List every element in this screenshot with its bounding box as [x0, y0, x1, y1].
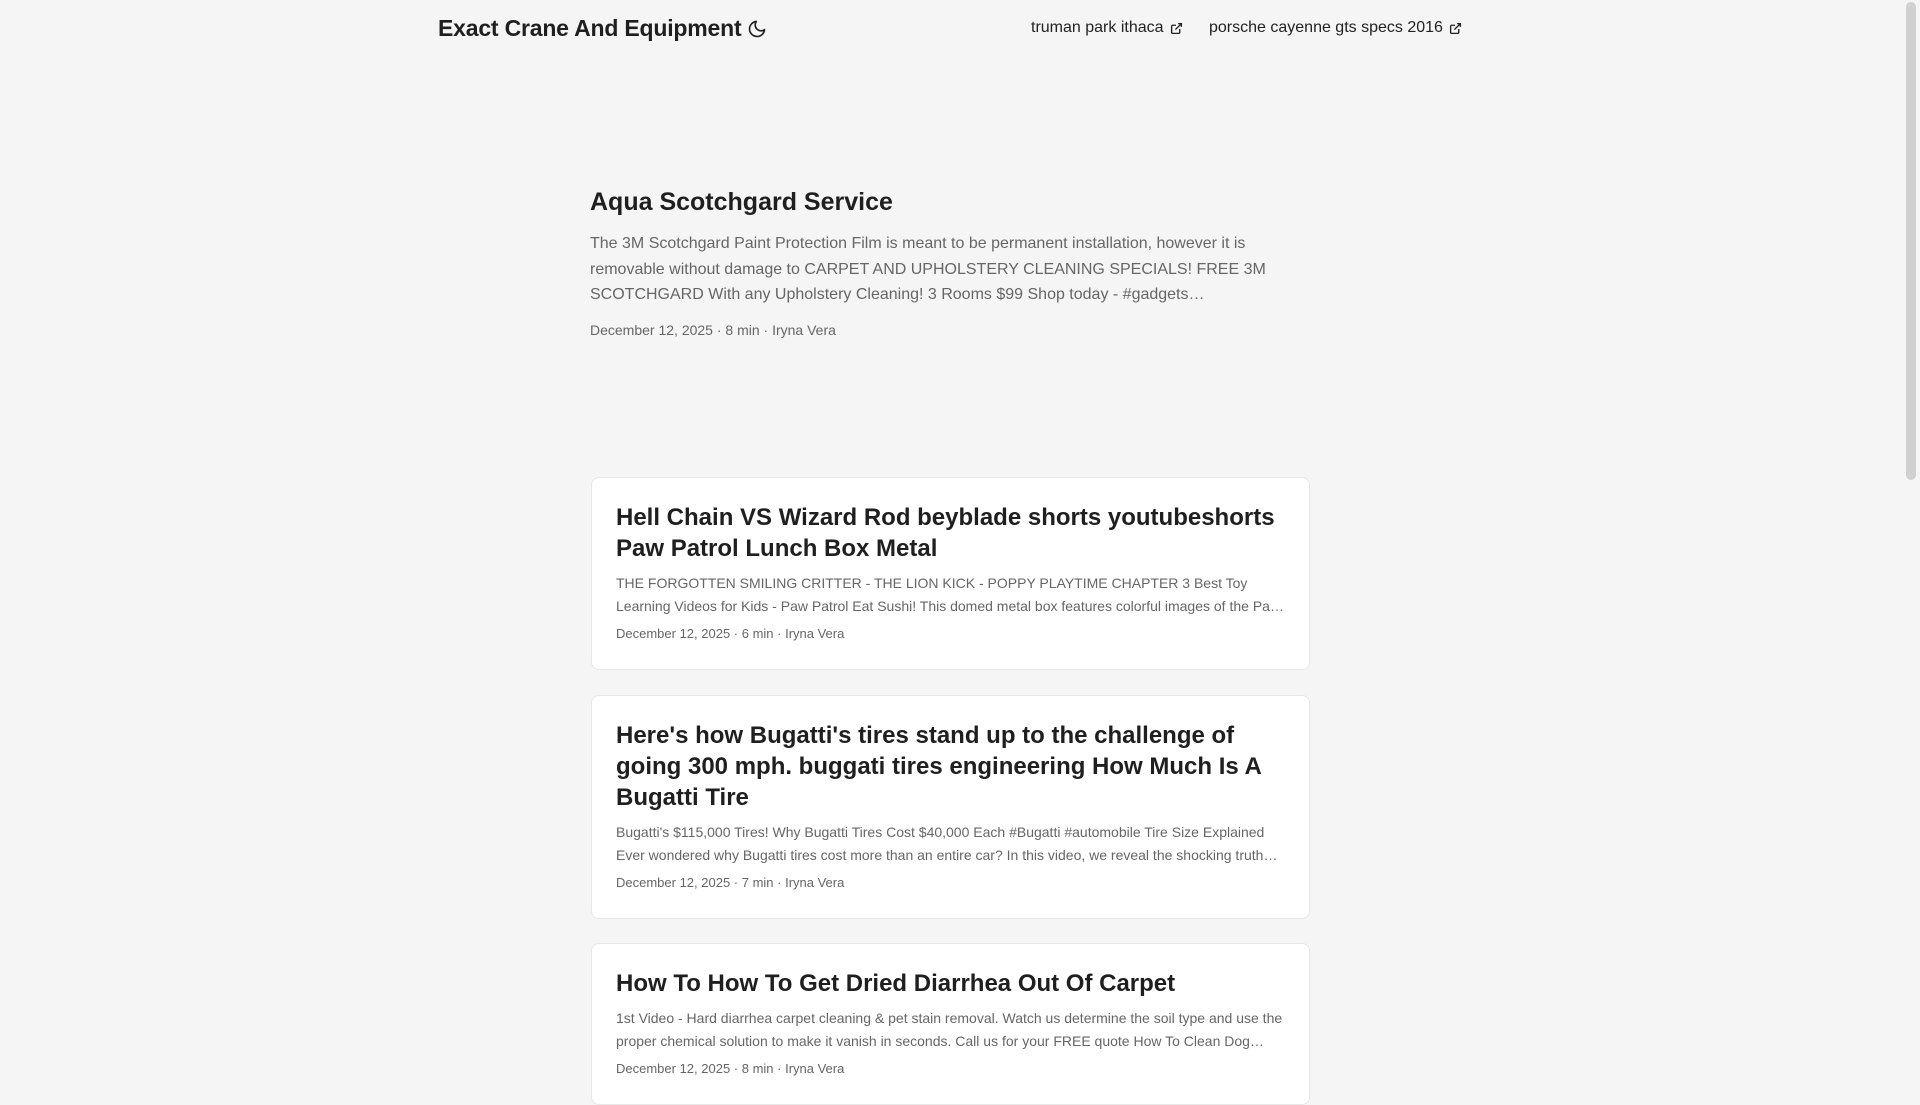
post-card[interactable] [591, 477, 1310, 670]
featured-excerpt: The 3M Scotchgard Paint Protection Film is meant to be permanent installation, however it is removable without damage to CARPET AND UPHOLSTERY CLEANING SPECIALS! FREE 3M SCOTCHGARD With any Upholstery Cleaning! 3 Rooms $99 Shop today - #gadgets [590, 235, 1266, 303]
nav-link-label: porsche cayenne gts specs 2016 [1209, 19, 1443, 36]
post-excerpt: THE FORGOTTEN SMILING CRITTER - THE LION KICK - POPPY PLAYTIME CHAPTER 3 Best Toy Learning Videos for Kids - Paw Patrol Eat Sushi! This domed metal box features colorful images of the Paw [616, 575, 1281, 614]
post-card[interactable] [591, 695, 1310, 919]
scrollbar-thumb[interactable] [1906, 2, 1916, 480]
post-title: Hell Chain VS Wizard Rod beyblade shorts youtubeshorts Paw Patrol Lunch Box Metal [616, 504, 1275, 562]
post-excerpt: Bugatti's $115,000 Tires! Why Bugatti Tires Cost $40,000 Each #Bugatti #automobile Tire Size Explained Ever wondered why Bugatti tires cost more than an entire car? In this video, we reveal the shocking truth [616, 824, 1265, 863]
featured-post [590, 188, 1310, 338]
post-meta: December 12, 2025 · 6 min · Iryna Vera [616, 626, 845, 641]
nav-link-porsche[interactable] [1209, 19, 1462, 37]
post-card[interactable] [591, 943, 1310, 1105]
post-meta: December 12, 2025 · 7 min · Iryna Vera [616, 875, 845, 890]
site-header [0, 0, 1900, 60]
moon-icon[interactable] [747, 19, 767, 39]
site-title[interactable]: Exact Crane And Equipment [438, 15, 742, 41]
post-title: How To How To Get Dried Diarrhea Out Of Carpet [616, 970, 1176, 997]
post-excerpt: 1st Video - Hard diarrhea carpet cleaning & pet stain removal. Watch us determine the soil type and use the proper chemical solution to make it vanish in seconds. Call us for your FREE quote How To Clean Dog [616, 1010, 1283, 1049]
post-title: Here's how Bugatti's tires stand up to the challenge of going 300 mph. buggati tires engineering How Much Is A Bugatti Tire [616, 722, 1261, 811]
featured-title: Aqua Scotchgard Service [590, 188, 893, 216]
external-link-icon [1170, 22, 1183, 35]
external-link-icon [1449, 22, 1462, 35]
featured-meta: December 12, 2025 · 8 min · Iryna Vera [590, 322, 836, 338]
post-meta: December 12, 2025 · 8 min · Iryna Vera [616, 1061, 845, 1076]
nav-link-truman-park[interactable] [1031, 19, 1183, 37]
nav-link-label: truman park ithaca [1031, 19, 1164, 36]
